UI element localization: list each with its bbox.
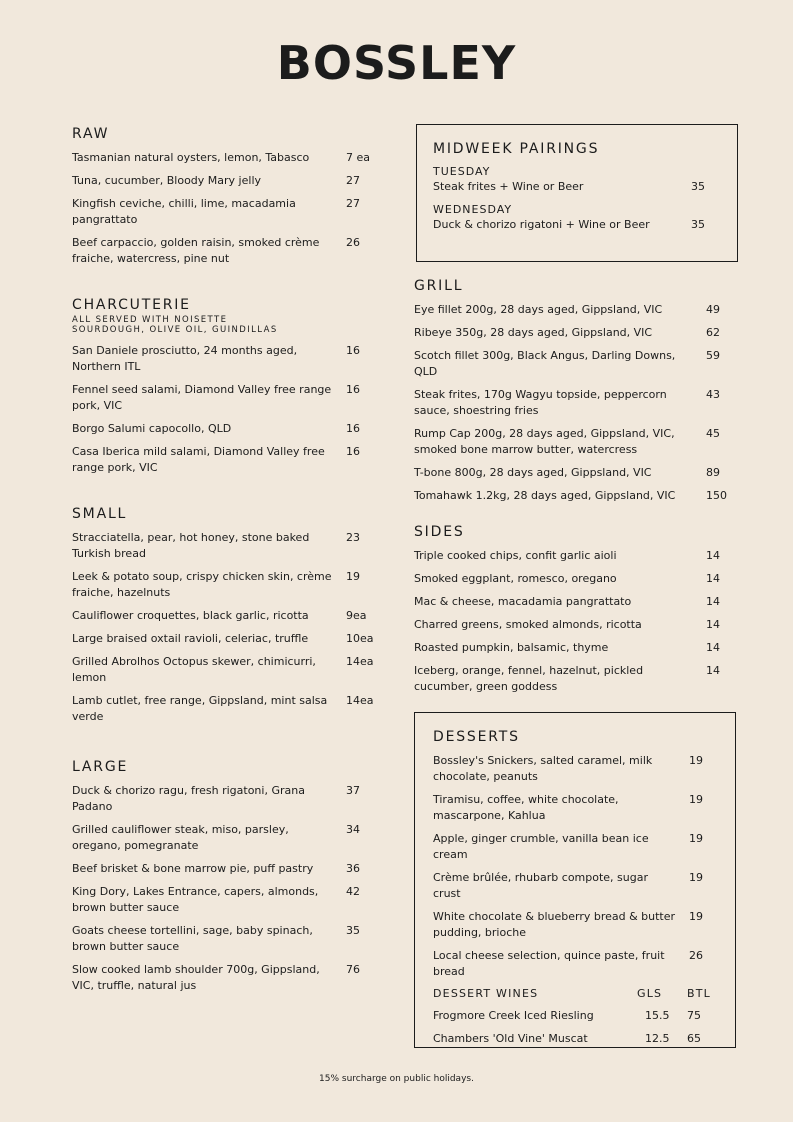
menu-item-name: Eye fillet 200g, 28 days aged, Gippsland, VIC (414, 303, 663, 316)
menu-item (414, 387, 738, 419)
menu-item-price: 62 (706, 326, 720, 339)
menu-item-price: 16 (346, 445, 360, 458)
menu-item (72, 822, 382, 854)
wine-btl-price: 75 (687, 1009, 701, 1022)
menu-item-name: Tiramisu, coffee, white chocolate, mascarpone, Kahlua (433, 793, 619, 822)
menu-item (72, 783, 382, 815)
menu-item-price: 19 (689, 871, 703, 884)
menu-item-name: Scotch fillet 300g, Black Angus, Darling Downs, QLD (414, 349, 676, 378)
menu-item-name: Charred greens, smoked almonds, ricotta (414, 618, 642, 631)
menu-item-name: Lamb cutlet, free range, Gippsland, mint salsa verde (72, 694, 328, 723)
menu-item-name: White chocolate & blueberry bread & butter pudding, brioche (433, 910, 676, 939)
menu-item (72, 631, 382, 647)
menu-item-price: 37 (346, 784, 360, 797)
menu-item-price: 19 (689, 754, 703, 767)
menu-item-price: 19 (689, 793, 703, 806)
menu-item-price: 150 (706, 489, 727, 502)
pairing-wednesday (433, 203, 721, 233)
menu-item (72, 693, 382, 725)
section-sides (414, 524, 738, 702)
section-title: LARGE (72, 759, 129, 775)
menu-item-name: Local cheese selection, quince paste, fruit bread (433, 949, 665, 978)
menu-item (72, 962, 382, 994)
menu-item-name: Triple cooked chips, confit garlic aioli (414, 549, 617, 562)
menu-item-name: Stracciatella, pear, hot honey, stone baked Turkish bread (72, 531, 310, 560)
menu-item-name: Tuna, cucumber, Bloody Mary jelly (72, 174, 262, 187)
section-title: GRILL (414, 278, 464, 294)
menu-item-name: T-bone 800g, 28 days aged, Gippsland, VIC (414, 466, 652, 479)
menu-item (72, 196, 382, 228)
menu-item-name: Casa Iberica mild salami, Diamond Valley free range pork, VIC (72, 445, 325, 474)
menu-item-price: 14ea (346, 694, 374, 707)
menu-item-name: Fennel seed salami, Diamond Valley free range pork, VIC (72, 383, 332, 412)
brand-logo: BOSSLEY (276, 36, 517, 90)
desserts-box (414, 712, 736, 1048)
menu-item (414, 325, 738, 341)
wine-name: Frogmore Creek Iced Riesling (433, 1009, 594, 1022)
menu-item-name: Grilled cauliflower steak, miso, parsley, oregano, pomegranate (72, 823, 289, 852)
section-grill (414, 278, 738, 511)
menu-item (414, 488, 738, 504)
menu-item-name: Tasmanian natural oysters, lemon, Tabasco (72, 151, 310, 164)
menu-item-name: Mac & cheese, macadamia pangrattato (414, 595, 632, 608)
menu-item (433, 792, 717, 824)
menu-item (72, 654, 382, 686)
menu-item-price: 14 (706, 572, 720, 585)
menu-item-name: Kingfish ceviche, chilli, lime, macadamia pangrattato (72, 197, 296, 226)
menu-item-price: 14 (706, 595, 720, 608)
section-charcuterie (72, 297, 382, 476)
menu-item-name: San Daniele prosciutto, 24 months aged, Northern ITL (72, 344, 298, 373)
section-title: DESSERTS (433, 729, 520, 745)
menu-item-price: 42 (346, 885, 360, 898)
menu-item (72, 530, 382, 562)
menu-item (433, 831, 717, 863)
menu-item (414, 302, 738, 318)
menu-item-price: 19 (689, 832, 703, 845)
pairing-day: TUESDAY (433, 165, 491, 178)
menu-item-price: 14 (706, 618, 720, 631)
menu-item-name: Duck & chorizo ragu, fresh rigatoni, Grana Padano (72, 784, 305, 813)
menu-item-name: Steak frites, 170g Wagyu topside, peppercorn sauce, shoestring fries (414, 388, 667, 417)
menu-item-name: Crème brûlée, rhubarb compote, sugar crust (433, 871, 648, 900)
section-raw (72, 126, 382, 267)
menu-item-price: 43 (706, 388, 720, 401)
menu-item-name: Apple, ginger crumble, vanilla bean ice cream (433, 832, 649, 861)
pairing-price: 35 (691, 218, 705, 231)
menu-item-name: Grilled Abrolhos Octopus skewer, chimicurri, lemon (72, 655, 316, 684)
menu-item-price: 7 ea (346, 151, 371, 164)
menu-item-name: Smoked eggplant, romesco, oregano (414, 572, 617, 585)
midweek-pairings-box (416, 124, 738, 262)
menu-item-name: Goats cheese tortellini, sage, baby spinach, brown butter sauce (72, 924, 313, 953)
pairing-desc: Steak frites + Wine or Beer (433, 180, 584, 193)
menu-item-name: Ribeye 350g, 28 days aged, Gippsland, VIC (414, 326, 653, 339)
menu-item-price: 36 (346, 862, 360, 875)
menu-item-price: 19 (346, 570, 360, 583)
pairing-day: WEDNESDAY (433, 203, 513, 216)
menu-item-price: 16 (346, 383, 360, 396)
menu-item (414, 594, 738, 610)
menu-item (72, 343, 382, 375)
menu-item-name: Borgo Salumi capocollo, QLD (72, 422, 232, 435)
menu-item (72, 861, 382, 877)
menu-item-price: 59 (706, 349, 720, 362)
menu-item-price: 16 (346, 422, 360, 435)
menu-item (414, 548, 738, 564)
menu-item (72, 173, 382, 189)
menu-item-price: 19 (689, 910, 703, 923)
menu-item (72, 608, 382, 624)
menu-item (72, 444, 382, 476)
menu-item (414, 426, 738, 458)
menu-item (433, 753, 717, 785)
menu-item (414, 348, 738, 380)
menu-item-price: 14 (706, 641, 720, 654)
menu-item-price: 27 (346, 174, 360, 187)
footer-note: 15% surcharge on public holidays. (319, 1074, 474, 1084)
menu-item (72, 923, 382, 955)
menu-item-name: Beef carpaccio, golden raisin, smoked crème fraiche, watercress, pine nut (72, 236, 320, 265)
menu-item-name: Beef brisket & bone marrow pie, puff pastry (72, 862, 314, 875)
section-title: SMALL (72, 506, 128, 522)
menu-item-price: 9ea (346, 609, 367, 622)
wine-row (433, 1031, 717, 1047)
pairing-desc: Duck & chorizo rigatoni + Wine or Beer (433, 218, 650, 231)
wine-btl-price: 65 (687, 1032, 701, 1045)
section-title: RAW (72, 126, 110, 142)
menu-item (433, 948, 717, 980)
menu-item-price: 23 (346, 531, 360, 544)
section-title: SIDES (414, 524, 465, 540)
menu-item (72, 235, 382, 267)
menu-item-name: Iceberg, orange, fennel, hazelnut, pickled cucumber, green goddess (414, 664, 644, 693)
section-subtitle: ALL SERVED WITH NOISETTE SOURDOUGH, OLIVE OIL, GUINDILLAS (72, 315, 278, 335)
menu-item-price: 49 (706, 303, 720, 316)
menu-item-price: 35 (346, 924, 360, 937)
menu-item (414, 640, 738, 656)
menu-item (414, 571, 738, 587)
menu-item-price: 16 (346, 344, 360, 357)
menu-item-price: 26 (689, 949, 703, 962)
dessert-wines-title: DESSERT WINES (433, 987, 539, 1000)
menu-item-price: 26 (346, 236, 360, 249)
menu-item (72, 421, 382, 437)
wine-gls-price: 15.5 (645, 1009, 670, 1022)
menu-item (414, 465, 738, 481)
menu-item-name: Bossley's Snickers, salted caramel, milk chocolate, peanuts (433, 754, 653, 783)
gls-label: GLS (637, 987, 663, 1000)
menu-item (414, 617, 738, 633)
menu-item-price: 10ea (346, 632, 374, 645)
wine-row (433, 1008, 717, 1024)
menu-item-price: 14 (706, 549, 720, 562)
menu-item-price: 14 (706, 664, 720, 677)
section-large (72, 759, 382, 994)
menu-item-name: Rump Cap 200g, 28 days aged, Gippsland, VIC, smoked bone marrow butter, watercress (414, 427, 675, 456)
menu-item-name: King Dory, Lakes Entrance, capers, almonds, brown butter sauce (72, 885, 319, 914)
menu-item (72, 382, 382, 414)
pairing-tuesday (433, 165, 721, 195)
menu-item-name: Leek & potato soup, crispy chicken skin, crème fraiche, hazelnuts (72, 570, 332, 599)
menu-item (433, 909, 717, 941)
menu-item-name: Roasted pumpkin, balsamic, thyme (414, 641, 609, 654)
menu-item-price: 45 (706, 427, 720, 440)
menu-item-price: 34 (346, 823, 360, 836)
menu-item-price: 27 (346, 197, 360, 210)
menu-item-price: 76 (346, 963, 360, 976)
wine-name: Chambers 'Old Vine' Muscat (433, 1032, 588, 1045)
menu-item (72, 569, 382, 601)
section-title: CHARCUTERIE (72, 297, 191, 313)
menu-item-name: Cauliflower croquettes, black garlic, ricotta (72, 609, 309, 622)
menu-item (72, 884, 382, 916)
pairing-price: 35 (691, 180, 705, 193)
menu-item (72, 150, 382, 166)
section-small (72, 506, 382, 725)
menu-item (433, 870, 717, 902)
btl-label: BTL (687, 987, 711, 1000)
menu-item-name: Tomahawk 1.2kg, 28 days aged, Gippsland, VIC (414, 489, 676, 502)
left-column (72, 126, 382, 1024)
menu-item (414, 663, 738, 695)
menu-item-price: 14ea (346, 655, 374, 668)
menu-item-name: Slow cooked lamb shoulder 700g, Gippsland, VIC, truffle, natural jus (72, 963, 320, 992)
dessert-wines-header (433, 987, 717, 1000)
wine-gls-price: 12.5 (645, 1032, 670, 1045)
menu-item-price: 89 (706, 466, 720, 479)
menu-item-name: Large braised oxtail ravioli, celeriac, truffle (72, 632, 309, 645)
section-title: MIDWEEK PAIRINGS (433, 141, 600, 157)
